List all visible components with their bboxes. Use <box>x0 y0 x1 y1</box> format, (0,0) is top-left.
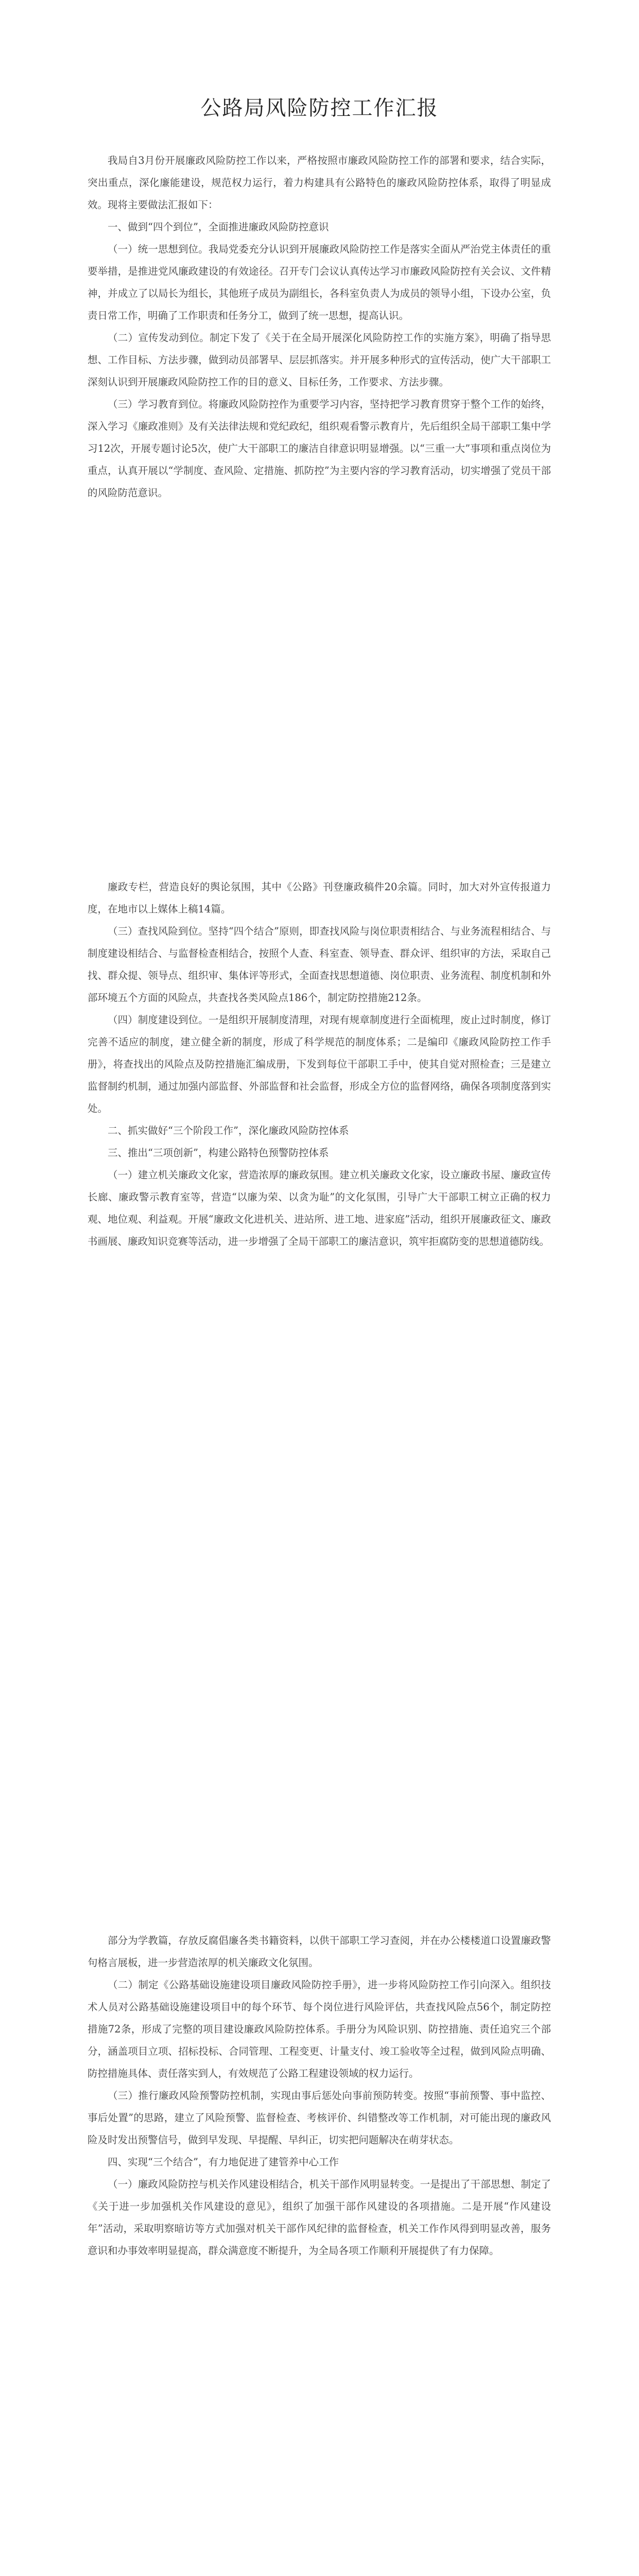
paragraph: 廉政专栏，营造良好的舆论氛围，其中《公路》刊登廉政稿件20余篇。同时，加大对外宣传报道力度，在地市以上媒体上稿14篇。 <box>88 881 551 915</box>
paragraph: 四、实现“三个结合”，有力地促进了建管养中心工作 <box>108 2156 339 2168</box>
paragraph: 一、做到“四个到位”，全面推进廉政风险防控意识 <box>108 221 329 233</box>
paragraph: 二、抓实做好“三个阶段工作”，深化廉政风险防控体系 <box>108 1125 349 1137</box>
paragraph: （三）查找风险到位。坚持“四个结合”原则，即查找风险与岗位职责相结合、与业务流程相结合、与制度建设相结合、与监督检查相结合，按照个人查、科室查、领导查、群众评、组织审的方法，采取自己找、群众提、领导点、组织审、集体评等形式，全面查找思想道德、岗位职责、业务流程、制度机制和外部环境五个方面的风险点，共查找各类风险点186个，制定防控措施212条。 <box>88 925 551 1004</box>
document-title: 公路局风险防控工作汇报 <box>200 96 439 120</box>
paragraph: （一）建立机关廉政文化家，营造浓厚的廉政氛围。建立机关廉政文化家，设立廉政书屋、廉政宣传长廊、廉政警示教育室等，营造“以廉为荣、以贪为耻”的文化氛围，引导广大干部职工树立正确的权力观、地位观、利益观。开展“廉政文化进机关、进站所、进工地、进家庭”活动，组织开展廉政征文、廉政书画展、廉政知识竞赛等活动，进一步增强了全局干部职工的廉洁意识，筑牢拒腐防变的思想道德防线。 <box>88 1169 551 1247</box>
text-block-1 <box>88 149 551 504</box>
paragraph: 三、推出“三项创新”，构建公路特色预警防控体系 <box>108 1147 329 1159</box>
paragraph: （二）宣传发动到位。制定下发了《关于在全局开展深化风险防控工作的实施方案》，明确了指导思想、工作目标、方法步骤，做到动员部署早、层层抓落实。并开展多种形式的宣传活动，使广大干部职工深刻认识到开展廉政风险防控工作的目的意义、目标任务，工作要求、方法步骤。 <box>88 332 551 388</box>
paragraph: 我局自3月份开展廉政风险防控工作以来，严格按照市廉政风险防控工作的部署和要求，结合实际，突出重点，深化廉能建设，规范权力运行，着力构建具有公路特色的廉政风险防控体系，取得了明显成效。现将主要做法汇报如下： <box>88 155 551 211</box>
paragraph: （三）推行廉政风险预警防控机制，实现由事后惩处向事前预防转变。按照“事前预警、事中监控、事后处置”的思路，建立了风险预警、监督检查、考核评价、纠错整改等工作机制，对可能出现的廉政风险及时发出预警信号，做到早发现、早提醒、早纠正，切实把问题解决在萌芽状态。 <box>88 2090 551 2146</box>
paragraph: （四）制度建设到位。一是组织开展制度清理，对现有规章制度进行全面梳理，废止过时制度，修订完善不适应的制度，建立健全新的制度，形成了科学规范的制度体系；二是编印《廉政风险防控工作手册》，将查找出的风险点及防控措施汇编成册，下发到每位干部职工手中，使其自觉对照检查；三是建立监督制约机制，通过加强内部监督、外部监督和社会监督，形成全方位的监督网络，确保各项制度落到实处。 <box>88 1014 551 1114</box>
paragraph: 部分为学教篇，存放反腐倡廉各类书籍资料，以供干部职工学习查阅，并在办公楼楼道口设置廉政警句格言展板，进一步营造浓厚的机关廉政文化氛围。 <box>88 1935 551 1969</box>
paragraph: （一）廉政风险防控与机关作风建设相结合，机关干部作风明显转变。一是提出了干部思想、制定了《关于进一步加强机关作风建设的意见》，组织了加强干部作风建设的各项措施。二是开展“作风建设年”活动，采取明察暗访等方式加强对机关干部作风纪律的监督检查，机关工作作风得到明显改善，服务意识和办事效率明显提高，群众满意度不断提升，为全局各项工作顺利开展提供了有力保障。 <box>88 2178 551 2257</box>
paragraph: （二）制定《公路基础设施建设项目廉政风险防控手册》，进一步将风险防控工作引向深入。组织技术人员对公路基础设施建设项目中的每个环节、每个岗位进行风险评估，共查找风险点56个，制定防控措施72条，形成了完整的项目建设廉政风险防控体系。手册分为风险识别、防控措施、责任追究三个部分，涵盖项目立项、招标投标、合同管理、工程变更、计量支付、竣工验收等全过程，做到风险点明确、防控措施具体、责任落实到人，有效规范了公路工程建设领域的权力运行。 <box>88 1979 551 2079</box>
text-block-2 <box>88 876 551 1252</box>
paragraph: （一）统一思想到位。我局党委充分认识到开展廉政风险防控工作是落实全面从严治党主体责任的重要举措，是推进党风廉政建设的有效途径。召开专门会议认真传达学习市廉政风险防控有关会议、文件精神，并成立了以局长为组长，其他班子成员为副组长，各科室负责人为成员的领导小组，下设办公室，负责日常工作，明确了工作职责和任务分工，做到了统一思想，提高认识。 <box>88 243 551 321</box>
paragraph: （三）学习教育到位。将廉政风险防控作为重要学习内容，坚持把学习教育贯穿于整个工作的始终，深入学习《廉政准则》及有关法律法规和党纪政纪，组织观看警示教育片，先后组织全局干部职工集中学习12次，开展专题讨论5次，使广大干部职工的廉洁自律意识明显增强。以“三重一大”事项和重点岗位为重点，认真开展以“学制度、查风险、定措施、抓防控”为主要内容的学习教育活动，切实增强了党员干部的风险防范意识。 <box>88 398 551 499</box>
text-block-3 <box>88 1929 551 2262</box>
